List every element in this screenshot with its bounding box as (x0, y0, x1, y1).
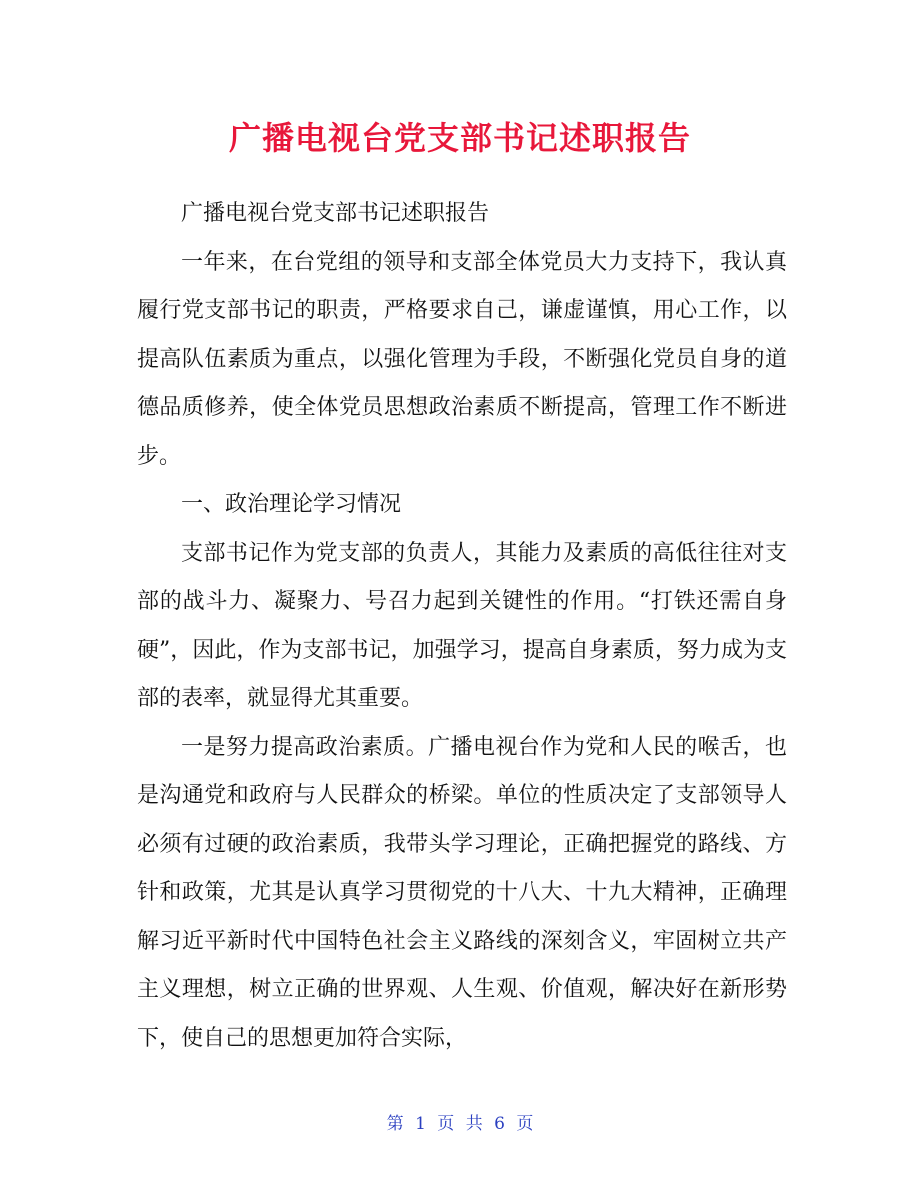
paragraph-section-1: 支部书记作为党支部的负责人，其能力及素质的高低往往对支部的战斗力、凝聚力、号召力起到关键性的作用。“打铁还需自身硬”，因此，作为支部书记，加强学习，提高自身素质，努力成为支部的表率，就显得尤其重要。 (137, 540, 787, 711)
paragraph-intro: 一年来，在台党组的领导和支部全体党员大力支持下，我认真履行党支部书记的职责，严格要求自己，谦虚谨慎，用心工作，以提高队伍素质为重点，以强化管理为手段，不断强化党员自身的道德品质修养，使全体党员思想政治素质不断提高，管理工作不断进步。 (137, 249, 787, 469)
document-title: 广播电视台党支部书记述职报告 (228, 119, 691, 157)
document-body (137, 190, 787, 1063)
page-footer: 第 1 页 共 6 页 (386, 1114, 534, 1134)
paragraph-heading: 广播电视台党支部书记述职报告 (181, 201, 490, 226)
paragraph-political-quality: 一是努力提高政治素质。广播电视台作为党和人民的喉舌，也是沟通党和政府与人民群众的桥梁。单位的性质决定了支部领导人必须有过硬的政治素质，我带头学习理论，正确把握党的路线、方针和政策，尤其是认真学习贯彻党的十八大、十九大精神，正确理解习近平新时代中国特色社会主义路线的深刻含义，牢固树立共产主义理想，树立正确的世界观、人生观、价值观，解决好在新形势下，使自己的思想更加符合实际， (137, 734, 787, 1051)
section-heading-1: 一、政治理论学习情况 (181, 492, 402, 517)
